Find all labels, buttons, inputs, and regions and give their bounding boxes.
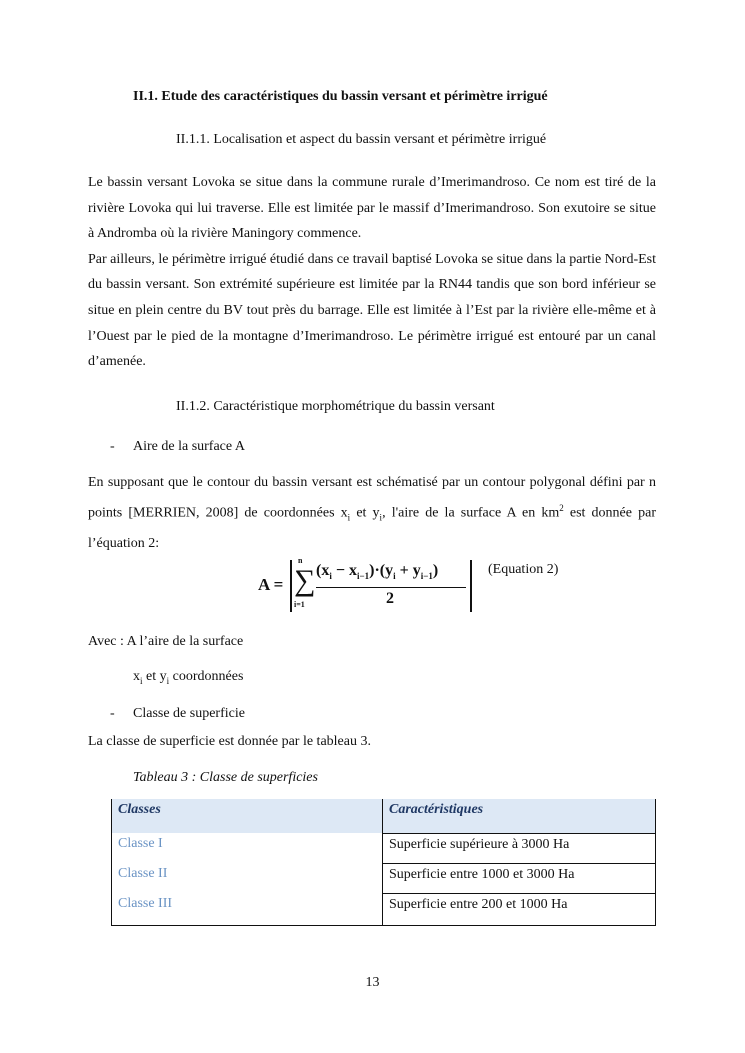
- coord-mid: et y: [142, 669, 167, 684]
- bullet-item-classe: [110, 706, 245, 722]
- paragraph-2: Par ailleurs, le périmètre irrigué étudié dans ce travail baptisé Lovoka se situe dans la partie Nord-Est du bassin versant. Son extrémité supérieure est limitée par la RN44 tandis que son bord inférieur se situe en plein centre du BV tout près du barrage. Elle est limitée à l’Est par la rivière elle-même et à l’Ouest par le pied de la montagne d’Imerimandroso. Le périmètre irrigué est entouré par un canal d’amenée.: [88, 251, 656, 370]
- page-number: 13: [365, 975, 380, 990]
- intro-text-1: En supposant que le contour du bassin versant est schématisé par un contour polygonal défini par n points [MERRIEN, 2008] de coordonnées x: [88, 475, 656, 521]
- cell-characteristic: Superficie entre 200 et 1000 Ha: [383, 893, 656, 925]
- equation-2: [258, 558, 478, 616]
- header-caracteristiques: Caractéristiques: [383, 799, 656, 833]
- coord-y-sub: i: [166, 675, 170, 686]
- cell-characteristic: Superficie supérieure à 3000 Ha: [383, 833, 656, 863]
- table-row: [112, 863, 656, 893]
- table-header-row: [112, 799, 656, 833]
- paragraph-1: Le bassin versant Lovoka se situe dans la commune rurale d’Imerimandroso. Ce nom est tiré de la rivière Lovoka qui lui traverse. Elle est limitée par le massif d’Imerimandroso. Son exutoire se situe à Andromba où la rivière Maningory commence.: [88, 175, 656, 242]
- eq-plus: + y: [395, 562, 421, 579]
- bullet-dash: -: [110, 439, 115, 454]
- eq-yi: i: [393, 571, 396, 582]
- eq-close-y: ): [432, 562, 439, 579]
- cell-class: Classe II: [112, 863, 383, 893]
- eq-close-x: ): [369, 562, 375, 579]
- intro-text-2: et y: [350, 505, 380, 521]
- classes-table: [111, 799, 656, 926]
- eq-xim1: i−1: [356, 571, 370, 582]
- avec-line: Avec : A l’aire de la surface: [88, 634, 244, 649]
- header-classes: Classes: [112, 799, 383, 833]
- table-caption: Tableau 3 : Classe de superficies: [133, 770, 318, 785]
- intro-sub-1: i: [347, 512, 351, 523]
- equation-denominator: 2: [386, 590, 394, 607]
- sum-lower-limit: i=1: [294, 600, 305, 609]
- equation-lhs: A =: [258, 575, 284, 594]
- abs-bar-left: [290, 560, 292, 612]
- eq-y: (y: [379, 562, 394, 579]
- table-row: [112, 833, 656, 863]
- sum-upper-limit: n: [298, 556, 303, 565]
- intro-text-3: , l'aire de la surface A en km: [382, 505, 560, 521]
- subsection-heading-1: II.1.1. Localisation et aspect du bassin versant et périmètre irrigué: [176, 132, 547, 147]
- intro-sup: 2: [559, 502, 564, 513]
- intro-text-4: est donnée par l’équation 2:: [88, 505, 656, 551]
- paragraph-intro-equation: [88, 470, 656, 556]
- intro-sub-2: i: [379, 512, 383, 523]
- section-heading: II.1. Etude des caractéristiques du bassin versant et périmètre irrigué: [133, 89, 548, 104]
- coord-x: x: [133, 669, 140, 684]
- coord-x-sub: i: [140, 675, 143, 686]
- eq-minus: − x: [331, 562, 357, 579]
- class-intro-line: La classe de superficie est donnée par le tableau 3.: [88, 734, 371, 749]
- cell-class: Classe III: [112, 893, 383, 925]
- coordinates-line: [133, 669, 243, 686]
- bullet-item-aire: [110, 439, 245, 455]
- abs-bar-right: [470, 560, 472, 612]
- cell-class: Classe I: [112, 833, 383, 863]
- sigma-icon: ∑: [294, 564, 316, 597]
- bullet-dash-2: -: [110, 706, 115, 721]
- eq-dot: ·: [374, 562, 380, 579]
- equation-numerator: [316, 562, 438, 581]
- paragraph-localisation: [88, 170, 656, 375]
- equation-label: (Equation 2): [488, 562, 559, 577]
- eq-x: (x: [316, 562, 330, 579]
- fraction-bar: [316, 587, 466, 588]
- eq-xi: i: [329, 571, 332, 582]
- bullet-text: Aire de la surface A: [133, 439, 245, 454]
- bullet-text-2: Classe de superficie: [133, 706, 245, 721]
- subsection-heading-2: II.1.2. Caractéristique morphométrique du bassin versant: [176, 399, 495, 414]
- eq-yim1: i−1: [420, 571, 433, 582]
- cell-characteristic: Superficie entre 1000 et 3000 Ha: [383, 863, 656, 893]
- coord-rest: coordonnées: [169, 669, 244, 684]
- table-row: [112, 893, 656, 925]
